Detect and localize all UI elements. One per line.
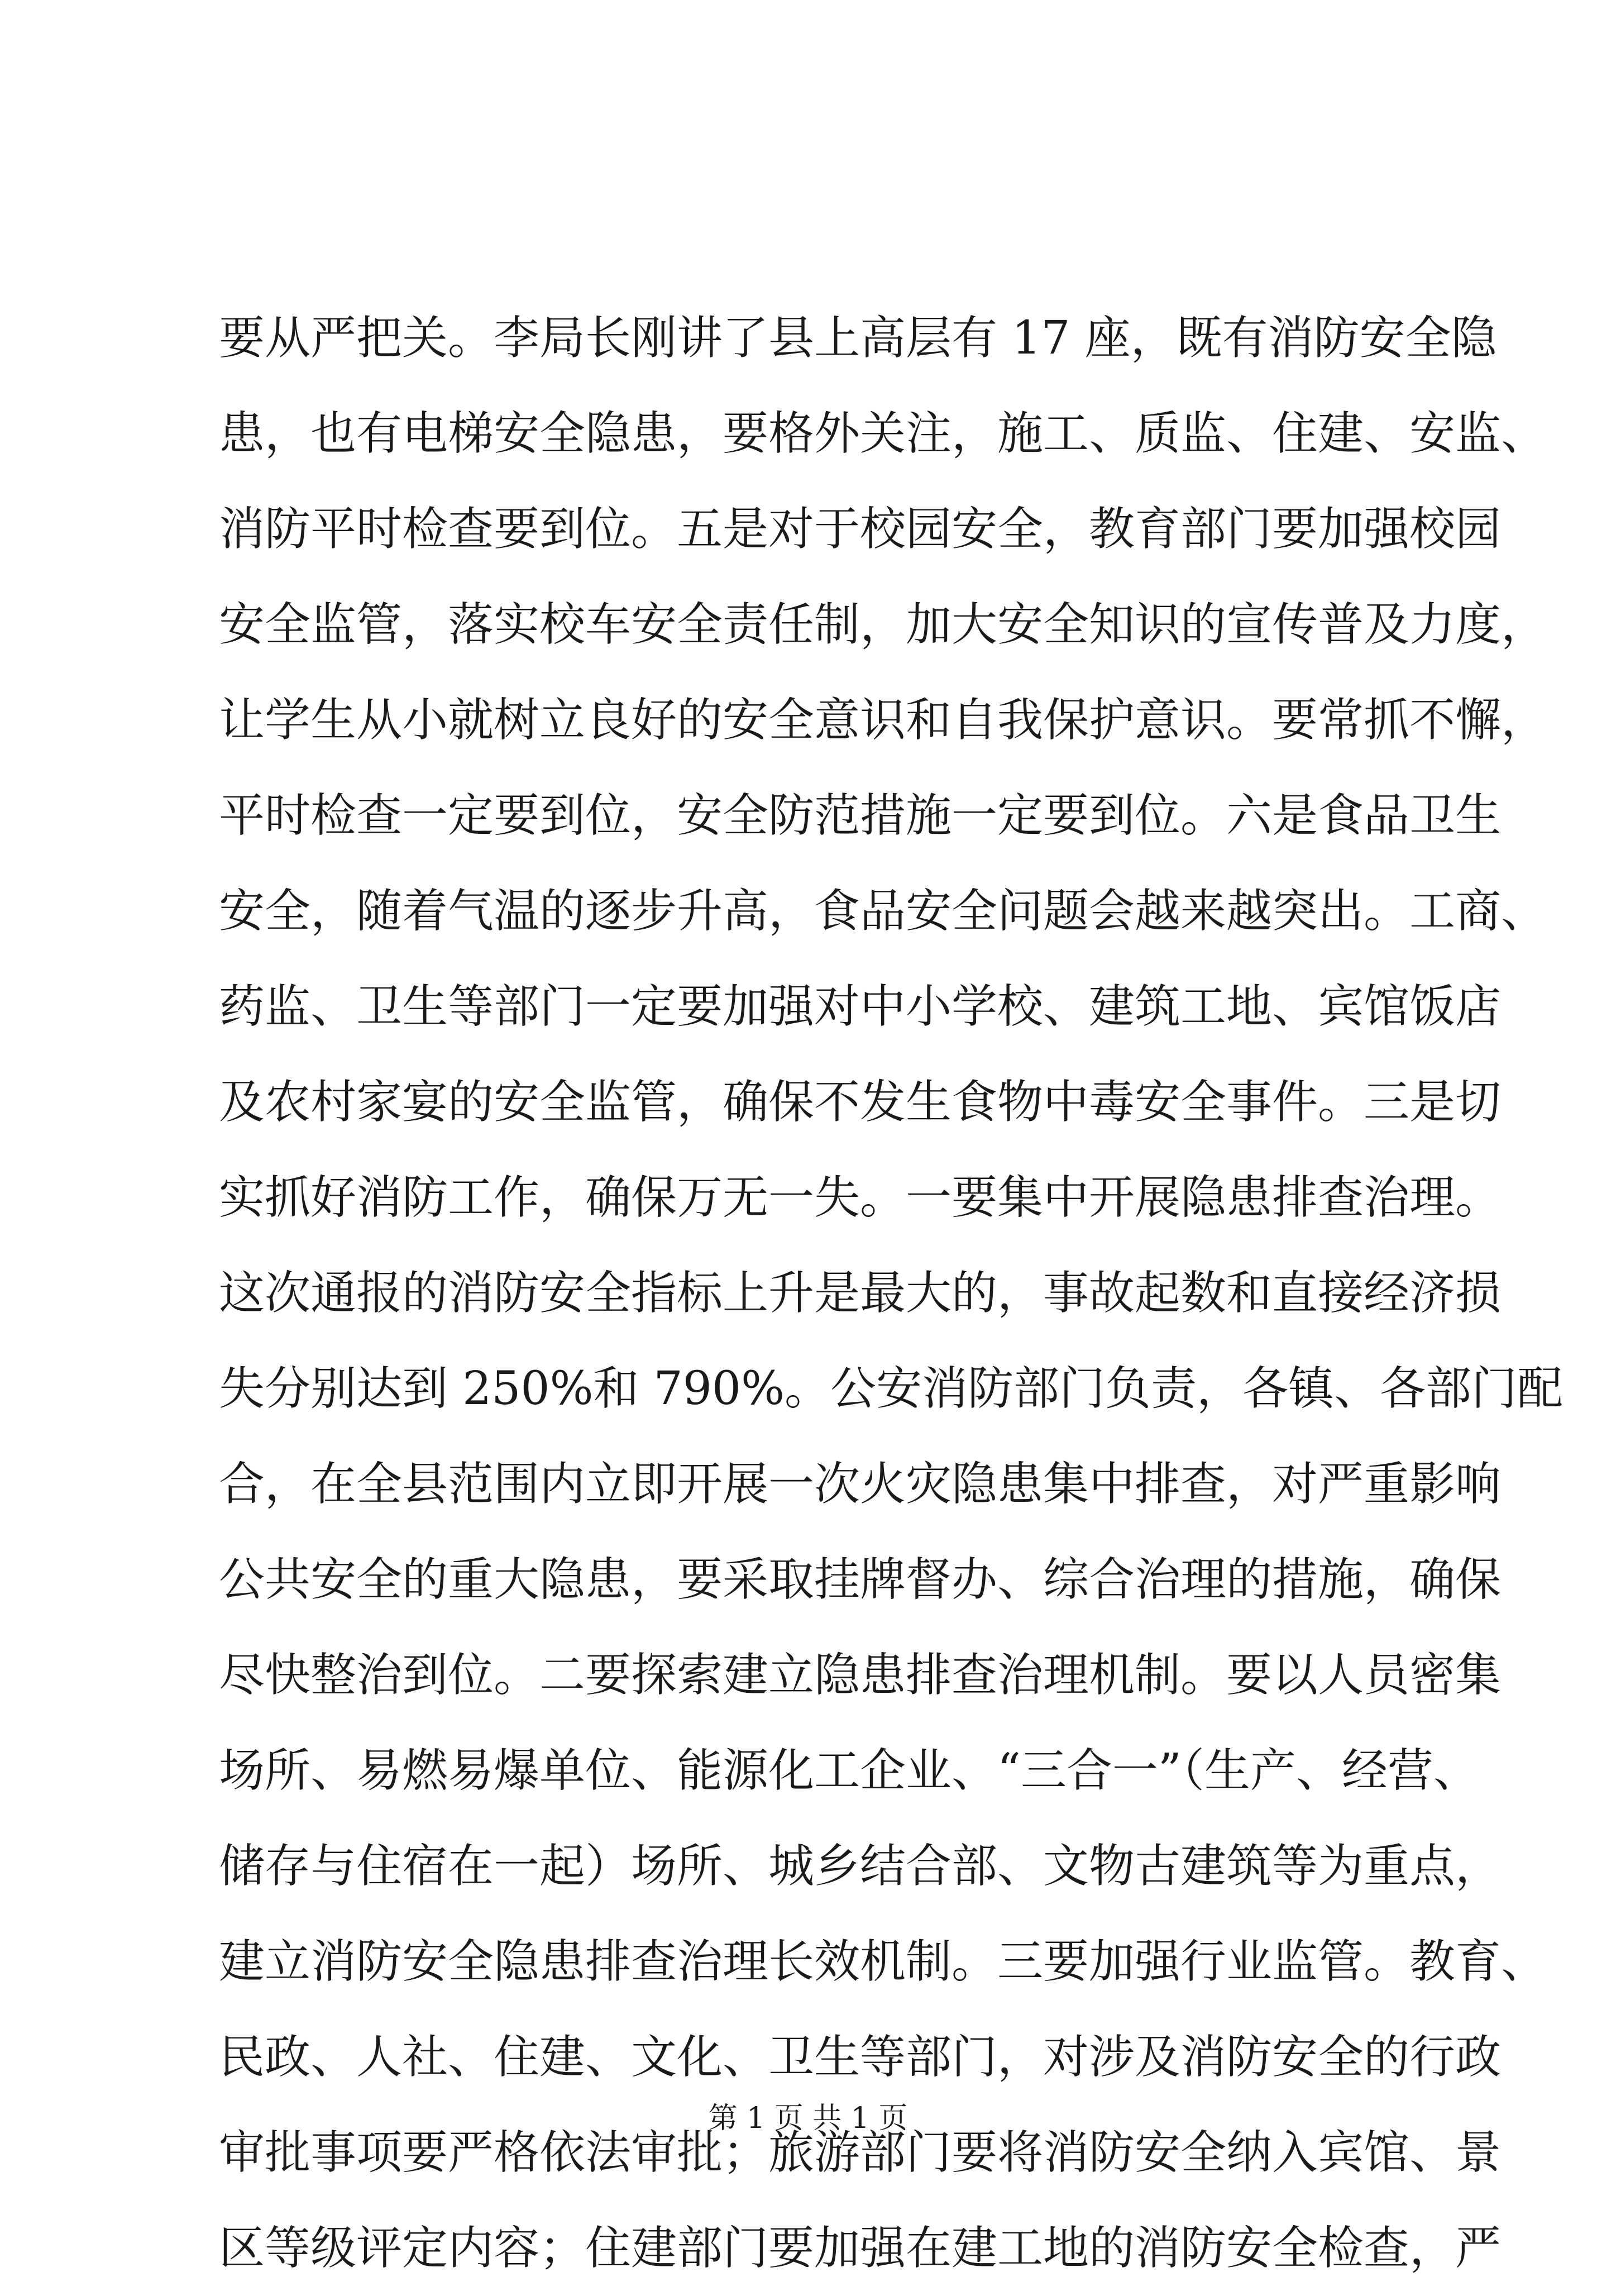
page-footer: 第 1 页 共 1 页 [708,2102,908,2135]
text-line: 这次通报的消防安全指标上升是最大的，事故起数和直接经济损 [219,1267,1502,1320]
text-line: 储存与住宿在一起）场所、城乡结合部、文物古建筑等为重点， [219,1840,1502,1893]
text-line: 公共安全的重大隐患，要采取挂牌督办、综合治理的措施，确保 [219,1553,1502,1606]
text-line: 场所、易燃易爆单位、能源化工企业、“三合一”（生产、经营、 [219,1744,1479,1797]
text-line: 建立消防安全隐患排查治理长效机制。三要加强行业监管。教育、 [219,1935,1547,1988]
text-line: 尽快整治到位。二要探索建立隐患排查治理机制。要以人员密集 [219,1649,1502,1702]
body-text [219,290,1563,2296]
text-line: 安全监管，落实校车安全责任制，加大安全知识的宣传普及力度， [219,598,1547,651]
text-line: 让学生从小就树立良好的安全意识和自我保护意识。要常抓不懈， [219,694,1547,747]
text-line: 区等级评定内容；住建部门要加强在建工地的消防安全检查，严 [219,2222,1502,2275]
text-line: 患，也有电梯安全隐患，要格外关注，施工、质监、住建、安监、 [219,407,1547,460]
text-line: 合，在全县范围内立即开展一次火灾隐患集中排查，对严重影响 [219,1458,1502,1511]
text-line: 药监、卫生等部门一定要加强对中小学校、建筑工地、宾馆饭店 [219,980,1502,1033]
text-line: 安全，随着气温的逐步升高，食品安全问题会越来越突出。工商、 [219,885,1547,938]
text-line: 审批事项要严格依法审批；旅游部门要将消防安全纳入宾馆、景 [219,2126,1502,2179]
text-line: 消防平时检查要到位。五是对于校园安全，教育部门要加强校园 [219,503,1502,556]
text-line: 及农村家宴的安全监管，确保不发生食物中毒安全事件。三是切 [219,1076,1502,1129]
text-line: 民政、人社、住建、文化、卫生等部门，对涉及消防安全的行政 [219,2031,1502,2084]
text-line: 失分别达到 250%和 790%。公安消防部门负责，各镇、各部门配 [219,1362,1563,1415]
text-line: 平时检查一定要到位，安全防范措施一定要到位。六是食品卫生 [219,789,1502,842]
text-line: 要从严把关。李局长刚讲了县上高层有 17 座，既有消防安全隐 [219,312,1497,365]
text-line: 实抓好消防工作，确保万无一失。一要集中开展隐患排查治理。 [219,1171,1502,1224]
